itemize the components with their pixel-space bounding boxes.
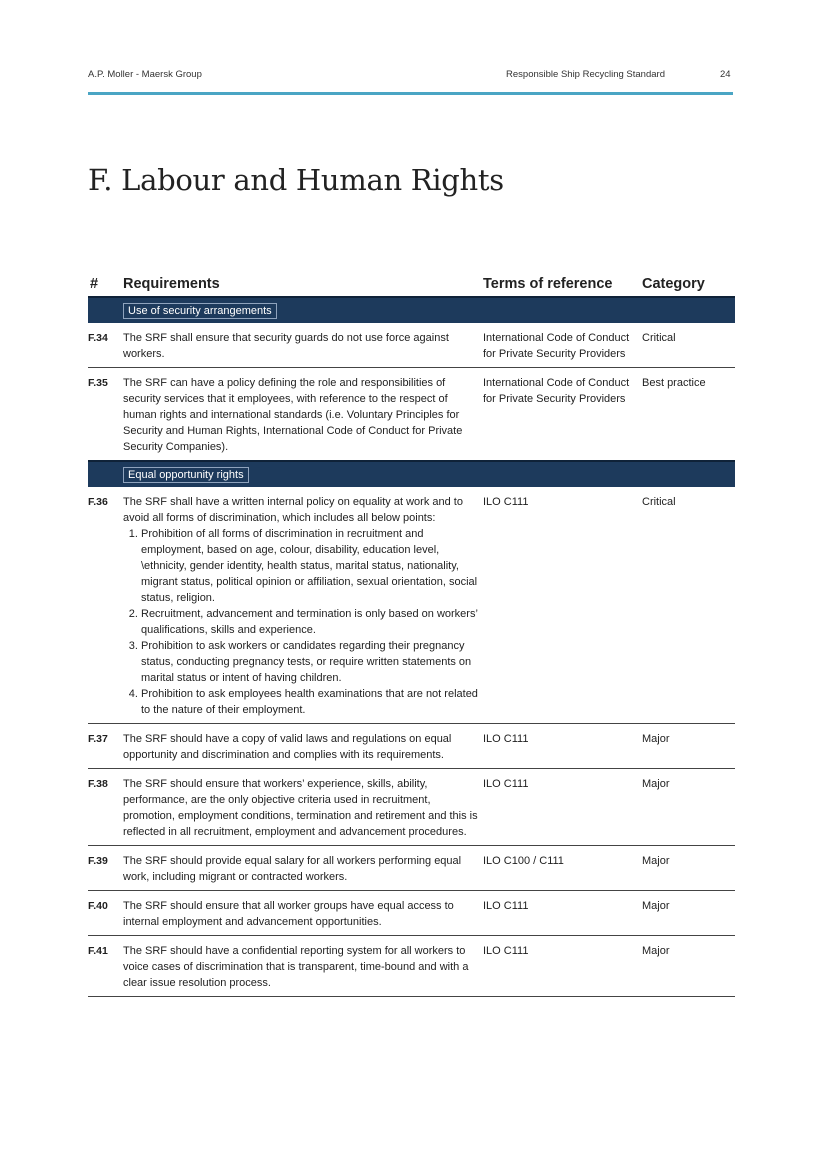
requirement-list [123, 526, 483, 718]
requirement-cell [123, 487, 483, 724]
requirement-text: The SRF should provide equal salary for all workers performing equal work, including migrant or contracted workers. [123, 846, 483, 891]
section-header-equal-opportunity [88, 461, 735, 487]
requirement-text: The SRF should ensure that workers’ experience, skills, ability, performance, are the only objective criteria used in recruitment, promotion, employment conditions, termination and retirement and this is reflected in all recruitment, employment and advancement procedures. [123, 769, 483, 846]
requirement-id: F.37 [88, 724, 123, 769]
header-divider [88, 92, 733, 95]
requirement-id: F.41 [88, 936, 123, 997]
requirement-text: The SRF should have a copy of valid laws and regulations on equal opportunity and discrimination and complies with its requirements. [123, 724, 483, 769]
table-row [88, 323, 735, 368]
category: Critical [642, 323, 735, 368]
column-header-terms: Terms of reference [483, 276, 613, 292]
list-item: 2. Recruitment, advancement and termination is only based on workers’ qualifications, skills and experience. [141, 606, 483, 638]
table-row [88, 487, 735, 724]
column-header-number: # [90, 276, 99, 292]
category: Major [642, 846, 735, 891]
category: Major [642, 936, 735, 997]
header-document-title: Responsible Ship Recycling Standard [506, 69, 665, 80]
requirements-table [88, 296, 735, 997]
terms-of-reference: ILO C111 [483, 724, 642, 769]
category: Major [642, 769, 735, 846]
requirement-id: F.39 [88, 846, 123, 891]
terms-of-reference: ILO C111 [483, 769, 642, 846]
requirement-text: The SRF should ensure that all worker groups have equal access to internal employment and advancement opportunities. [123, 891, 483, 936]
category: Critical [642, 487, 735, 724]
requirement-id: F.36 [88, 487, 123, 724]
header-organization: A.P. Moller - Maersk Group [88, 69, 202, 80]
requirement-text: The SRF shall ensure that security guards do not use force against workers. [123, 323, 483, 368]
category: Major [642, 724, 735, 769]
table-row [88, 936, 735, 997]
section-label: Use of security arrangements [123, 303, 277, 319]
requirement-text: The SRF should have a confidential reporting system for all workers to voice cases of discrimination that is transparent, time-bound and with a clear issue resolution process. [123, 936, 483, 997]
requirement-id: F.38 [88, 769, 123, 846]
table-row [88, 724, 735, 769]
terms-of-reference: ILO C100 / C111 [483, 846, 642, 891]
terms-of-reference: International Code of Conduct for Private Security Providers [483, 323, 642, 368]
section-header-security [88, 297, 735, 323]
column-header-category: Category [642, 276, 705, 292]
terms-of-reference: ILO C111 [483, 891, 642, 936]
requirement-id: F.34 [88, 323, 123, 368]
list-item: 1. Prohibition of all forms of discrimination in recruitment and employment, based on age, colour, disability, education level, \ethnicity, gender identity, health status, marital status, nationality, migrant status, political opinion or affiliation, sexual orientation, social status, religion. [141, 526, 483, 606]
requirement-text: The SRF shall have a written internal policy on equality at work and to avoid all forms of discrimination, which includes all below points: [123, 496, 463, 524]
requirement-text: The SRF can have a policy defining the role and responsibilities of security services that it employees, with reference to the respect of human rights and international standards (i.e. Voluntary Principles for Security and Human Rights, International Code of Conduct for Private Security Companies). [123, 368, 483, 462]
terms-of-reference: ILO C111 [483, 936, 642, 997]
terms-of-reference: International Code of Conduct for Private Security Providers [483, 368, 642, 462]
page-number: 24 [720, 69, 731, 80]
requirement-id: F.35 [88, 368, 123, 462]
table-row [88, 846, 735, 891]
list-item: 3. Prohibition to ask workers or candidates regarding their pregnancy status, conducting pregnancy tests, or require written statements on marital status or intent of having children. [141, 638, 483, 686]
list-item: 4. Prohibition to ask employees health examinations that are not related to the nature of their employment. [141, 686, 483, 718]
page-title: F. Labour and Human Rights [88, 163, 504, 197]
requirement-id: F.40 [88, 891, 123, 936]
table-row [88, 769, 735, 846]
table-row [88, 891, 735, 936]
column-header-requirements: Requirements [123, 276, 220, 292]
terms-of-reference: ILO C111 [483, 487, 642, 724]
category: Major [642, 891, 735, 936]
category: Best practice [642, 368, 735, 462]
section-label: Equal opportunity rights [123, 467, 249, 483]
table-row [88, 368, 735, 462]
